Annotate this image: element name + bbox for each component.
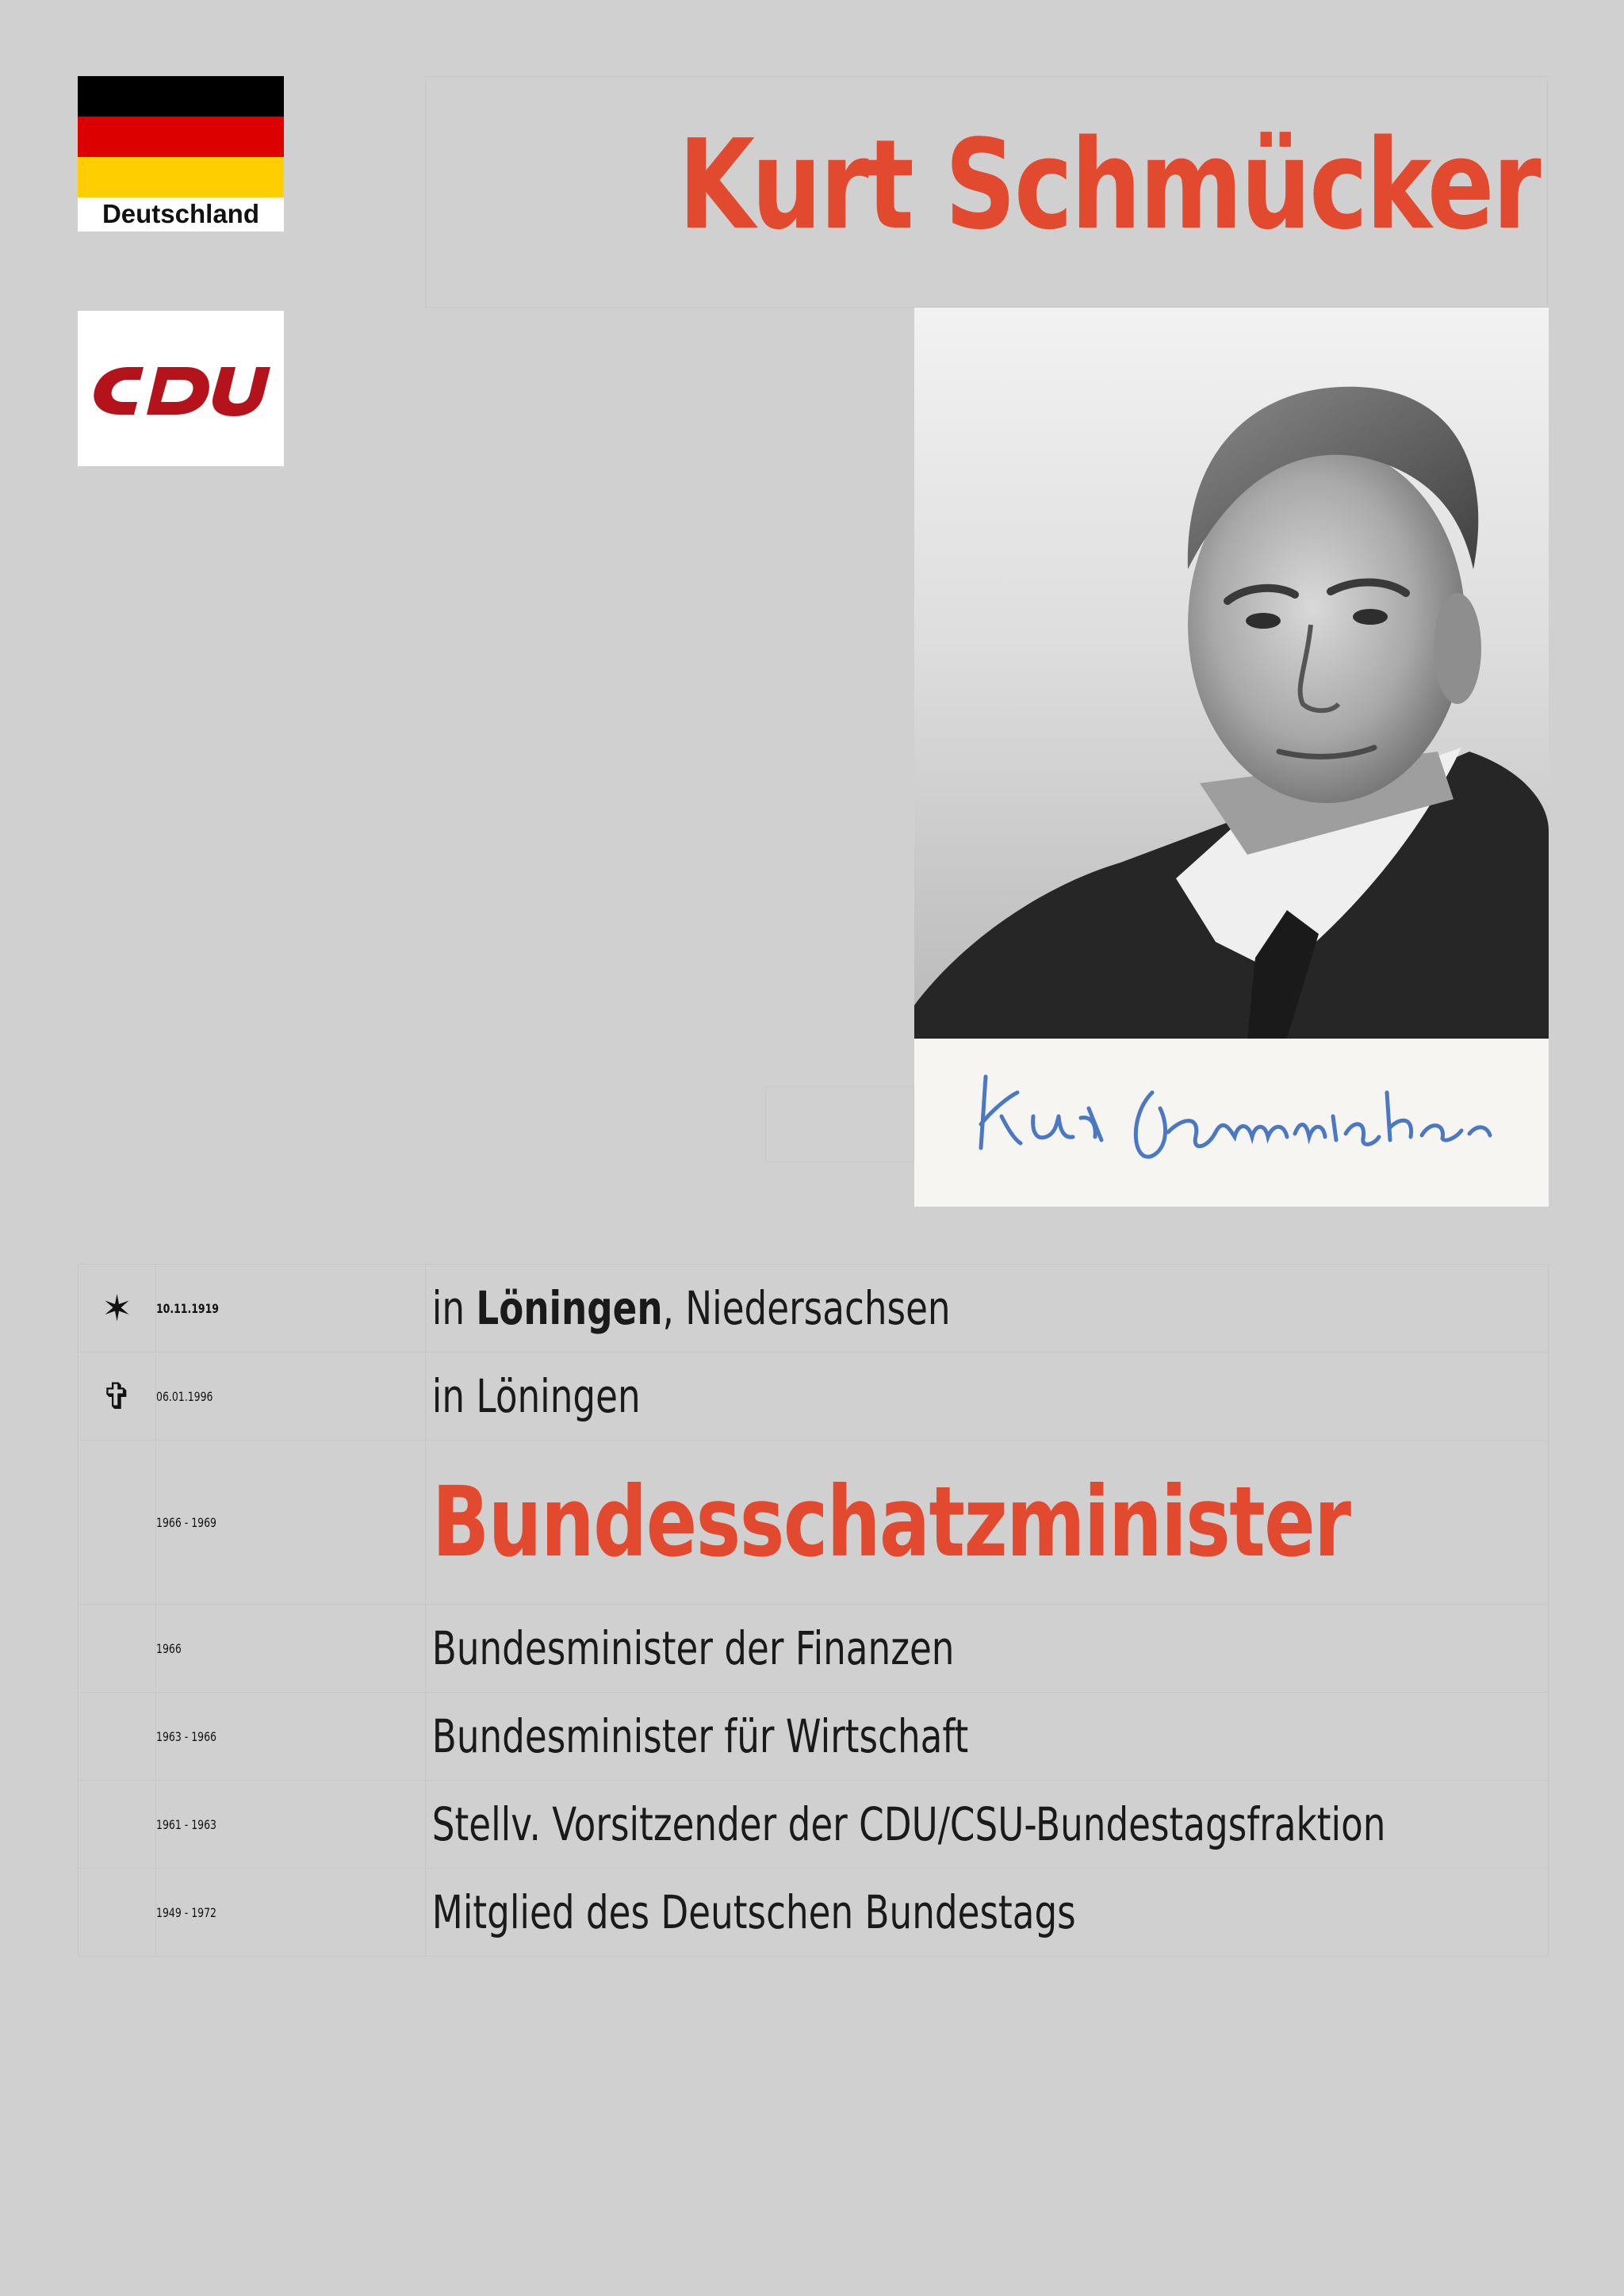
death-place: in Löningen [431,1369,641,1423]
office-empty-cell [79,1781,156,1869]
signature-overlay-box [765,1086,914,1162]
title-box [425,76,1548,308]
office-empty-cell [79,1605,156,1693]
biography-table [78,1264,1549,1957]
office-years: 1963 - 1966 [156,1728,216,1744]
office-years-cell [156,1869,426,1957]
person-name: Kurt Schmücker [678,113,1539,257]
birth-place-cell [426,1265,1549,1353]
signature [970,1061,1509,1180]
office-years-cell [156,1781,426,1869]
highlight-title: Bundesschatzminister [431,1466,1350,1578]
office-years-cell [156,1693,426,1781]
office-title: Bundesminister der Finanzen [431,1621,955,1675]
birth-place-prefix: in [431,1281,477,1335]
office-title-cell [426,1605,1549,1693]
highlight-empty-cell [79,1441,156,1605]
highlight-title-cell [426,1441,1549,1605]
highlight-years: 1966 - 1969 [156,1514,216,1530]
portrait-photo [914,308,1549,1039]
death-place-cell [426,1353,1549,1441]
born-row [79,1265,1549,1353]
germany-flag [78,76,284,232]
office-row [79,1693,1549,1781]
office-years: 1961 - 1963 [156,1816,216,1832]
office-years-cell [156,1605,426,1693]
birth-place [426,1280,951,1336]
office-title-cell [426,1869,1549,1957]
flag-stripe-red [78,117,284,157]
birth-date-cell [156,1265,426,1353]
flag-stripe-black [78,76,284,117]
highlight-row [79,1441,1549,1605]
highlight-years-cell [156,1441,426,1605]
office-years: 1966 [156,1640,182,1656]
birth-star-icon: ✶ [79,1265,156,1353]
birth-region: , Niedersachsen [662,1281,951,1335]
office-row [79,1869,1549,1957]
death-date: 06.01.1996 [156,1388,213,1404]
portrait-card [914,308,1549,1207]
flag-label: Deutschland [102,199,260,228]
office-empty-cell [79,1693,156,1781]
office-title-cell [426,1781,1549,1869]
death-date-cell [156,1353,426,1441]
death-cross-icon: ✞ [79,1353,156,1441]
birth-date: 10.11.1919 [156,1300,219,1316]
office-row [79,1781,1549,1869]
office-title-cell [426,1693,1549,1781]
flag-stripe-gold [78,157,284,197]
office-row [79,1605,1549,1693]
office-title: Mitglied des Deutschen Bundestags [431,1885,1076,1939]
cdu-logo-mark [82,345,280,432]
office-years: 1949 - 1972 [156,1904,216,1920]
office-title: Stellv. Vorsitzender der CDU/CSU-Bundestagsfraktion [431,1797,1386,1851]
office-empty-cell [79,1869,156,1957]
office-title: Bundesminister für Wirtschaft [431,1709,969,1763]
birth-town: Löningen [476,1281,663,1335]
died-row [79,1353,1549,1441]
cdu-logo [78,311,284,466]
